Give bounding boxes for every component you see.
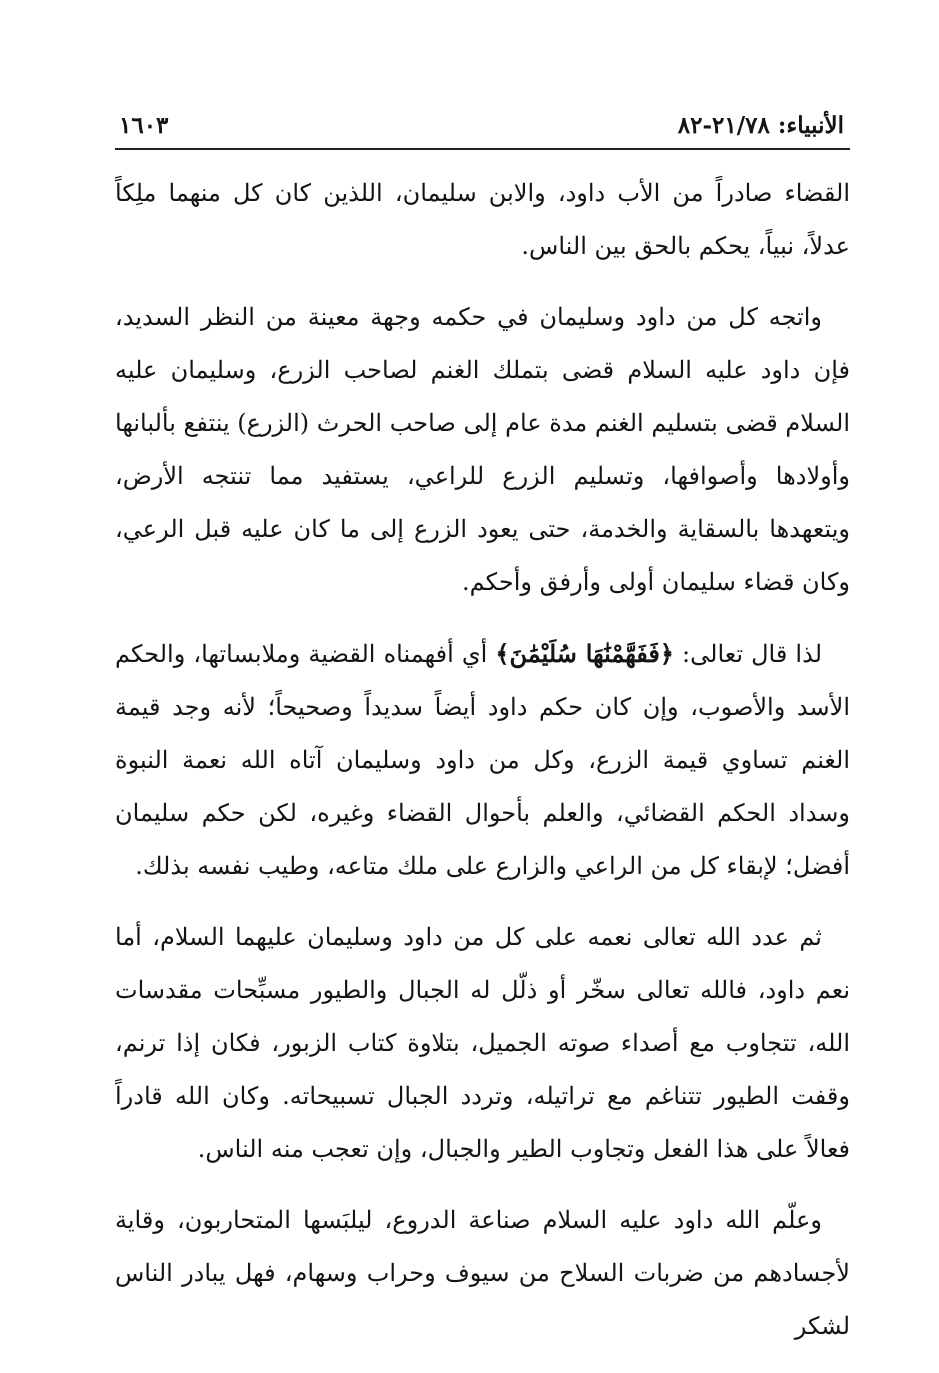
paragraph: القضاء صادراً من الأب داود، والابن سليمان، اللذين كان كل منهما ملِكاً عدلاً، نبياً، يحكم بالحق بين الناس. bbox=[115, 179, 850, 260]
paragraph: واتجه كل من داود وسليمان في حكمه وجهة معينة من النظر السديد، فإن داود عليه السلام قضى بتملك الغنم لصاحب الزرع، وسليمان عليه السلام قضى بتسليم الغنم مدة عام إلى صاحب الحرث (الزرع) ينتفع بألبانها وأولادها وأصوافها، وتسليم الزرع للراعي، يستفيد مما تنتجه الأرض، ويتعهدها بالسقاية والخدمة، حتى يعود الزرع إلى ما كان عليه قبل الرعي، وكان قضاء سليمان أولى وأرفق وأحكم. bbox=[115, 303, 850, 596]
paragraph bbox=[115, 627, 850, 893]
running-header bbox=[115, 108, 850, 150]
quran-quote: ﴿فَفَهَّمْنَٰهَا سُلَيْمَٰنَ﴾ bbox=[495, 639, 674, 668]
page-body bbox=[115, 167, 850, 1371]
paragraph: وعلّم الله داود عليه السلام صناعة الدروع، ليلبَسها المتحاربون، وقاية لأجسادهم من ضربات السلاح من سيوف وحراب وسهام، فهل يبادر الناس لشكر bbox=[115, 1206, 850, 1340]
paragraph-text: أي أفهمناه القضية وملابساتها، والحكم الأسد والأصوب، وإن كان حكم داود أيضاً سديداً وصحيحاً؛ لأنه وجد قيمة الغنم تساوي قيمة الزرع، وكل من داود وسليمان آتاه الله نعمة النبوة وسداد الحكم القضائي، والعلم بأحوال القضاء وغيره، لكن حكم سليمان أفضل؛ لإبقاء كل من الراعي والزارع على ملك متاعه، وطيب نفسه بذلك. bbox=[115, 640, 850, 880]
paragraph-text: لذا قال تعالى: bbox=[673, 640, 823, 668]
page-number: ١٦٠٣ bbox=[119, 112, 169, 139]
surah-reference: الأنبياء: ٢١/٧٨-٨٢ bbox=[677, 112, 844, 139]
paragraph: ثم عدد الله تعالى نعمه على كل من داود وسليمان عليهما السلام، أما نعم داود، فالله تعالى سخّر أو ذلّل له الجبال والطيور مسبِّحات مقدسات الله، تتجاوب مع أصداء صوته الجميل، بتلاوة كتاب الزبور، فكان إذا ترنم، وقفت الطيور تتناغم مع تراتيله، وتردد الجبال تسبيحاته. وكان الله قادراً فعالاً على هذا الفعل وتجاوب الطير والجبال، وإن تعجب منه الناس. bbox=[115, 923, 850, 1163]
